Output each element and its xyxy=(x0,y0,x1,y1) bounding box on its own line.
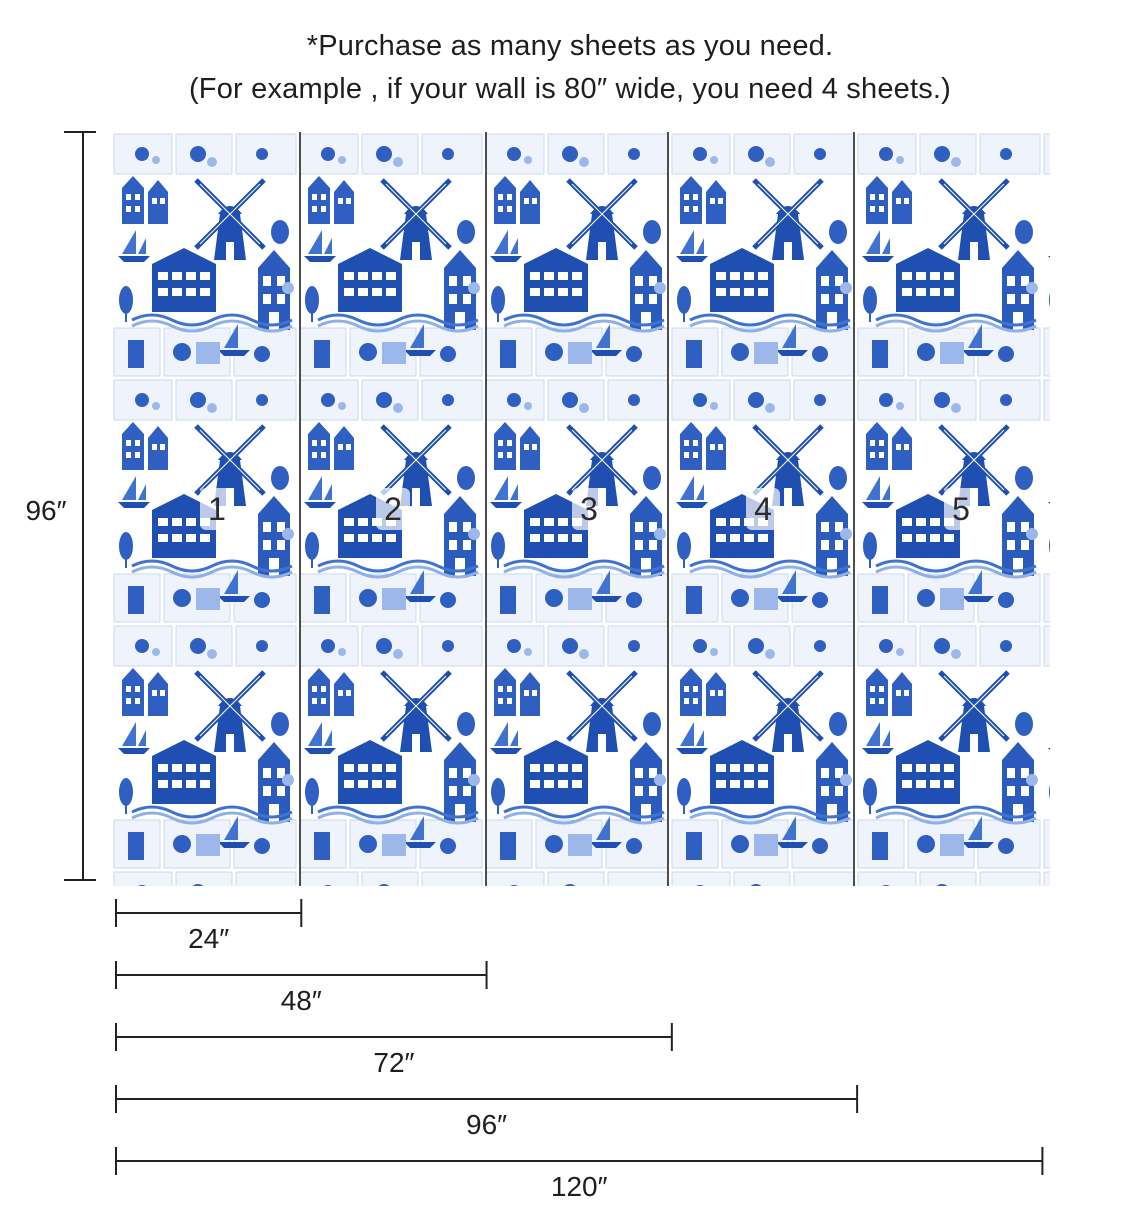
height-dimension xyxy=(64,132,96,880)
sheet-number: 3 xyxy=(580,491,598,527)
width-marker-label: 48″ xyxy=(280,985,322,1016)
sheet-number: 2 xyxy=(384,491,402,527)
instruction-title: *Purchase as many sheets as you need. xyxy=(306,30,834,62)
height-label: 96″ xyxy=(25,495,67,526)
sheet-number: 4 xyxy=(754,491,772,527)
instruction-example: (For example , if your wall is 80″ wide, you need 4 sheets.) xyxy=(188,73,952,105)
sheet-number: 5 xyxy=(952,491,970,527)
sheet-number: 1 xyxy=(208,491,226,527)
width-marker-label: 24″ xyxy=(188,923,230,954)
width-markers xyxy=(116,899,1042,1175)
width-marker-label: 96″ xyxy=(466,1109,508,1140)
width-marker-label: 72″ xyxy=(373,1047,415,1078)
width-marker-label: 120″ xyxy=(550,1171,608,1202)
